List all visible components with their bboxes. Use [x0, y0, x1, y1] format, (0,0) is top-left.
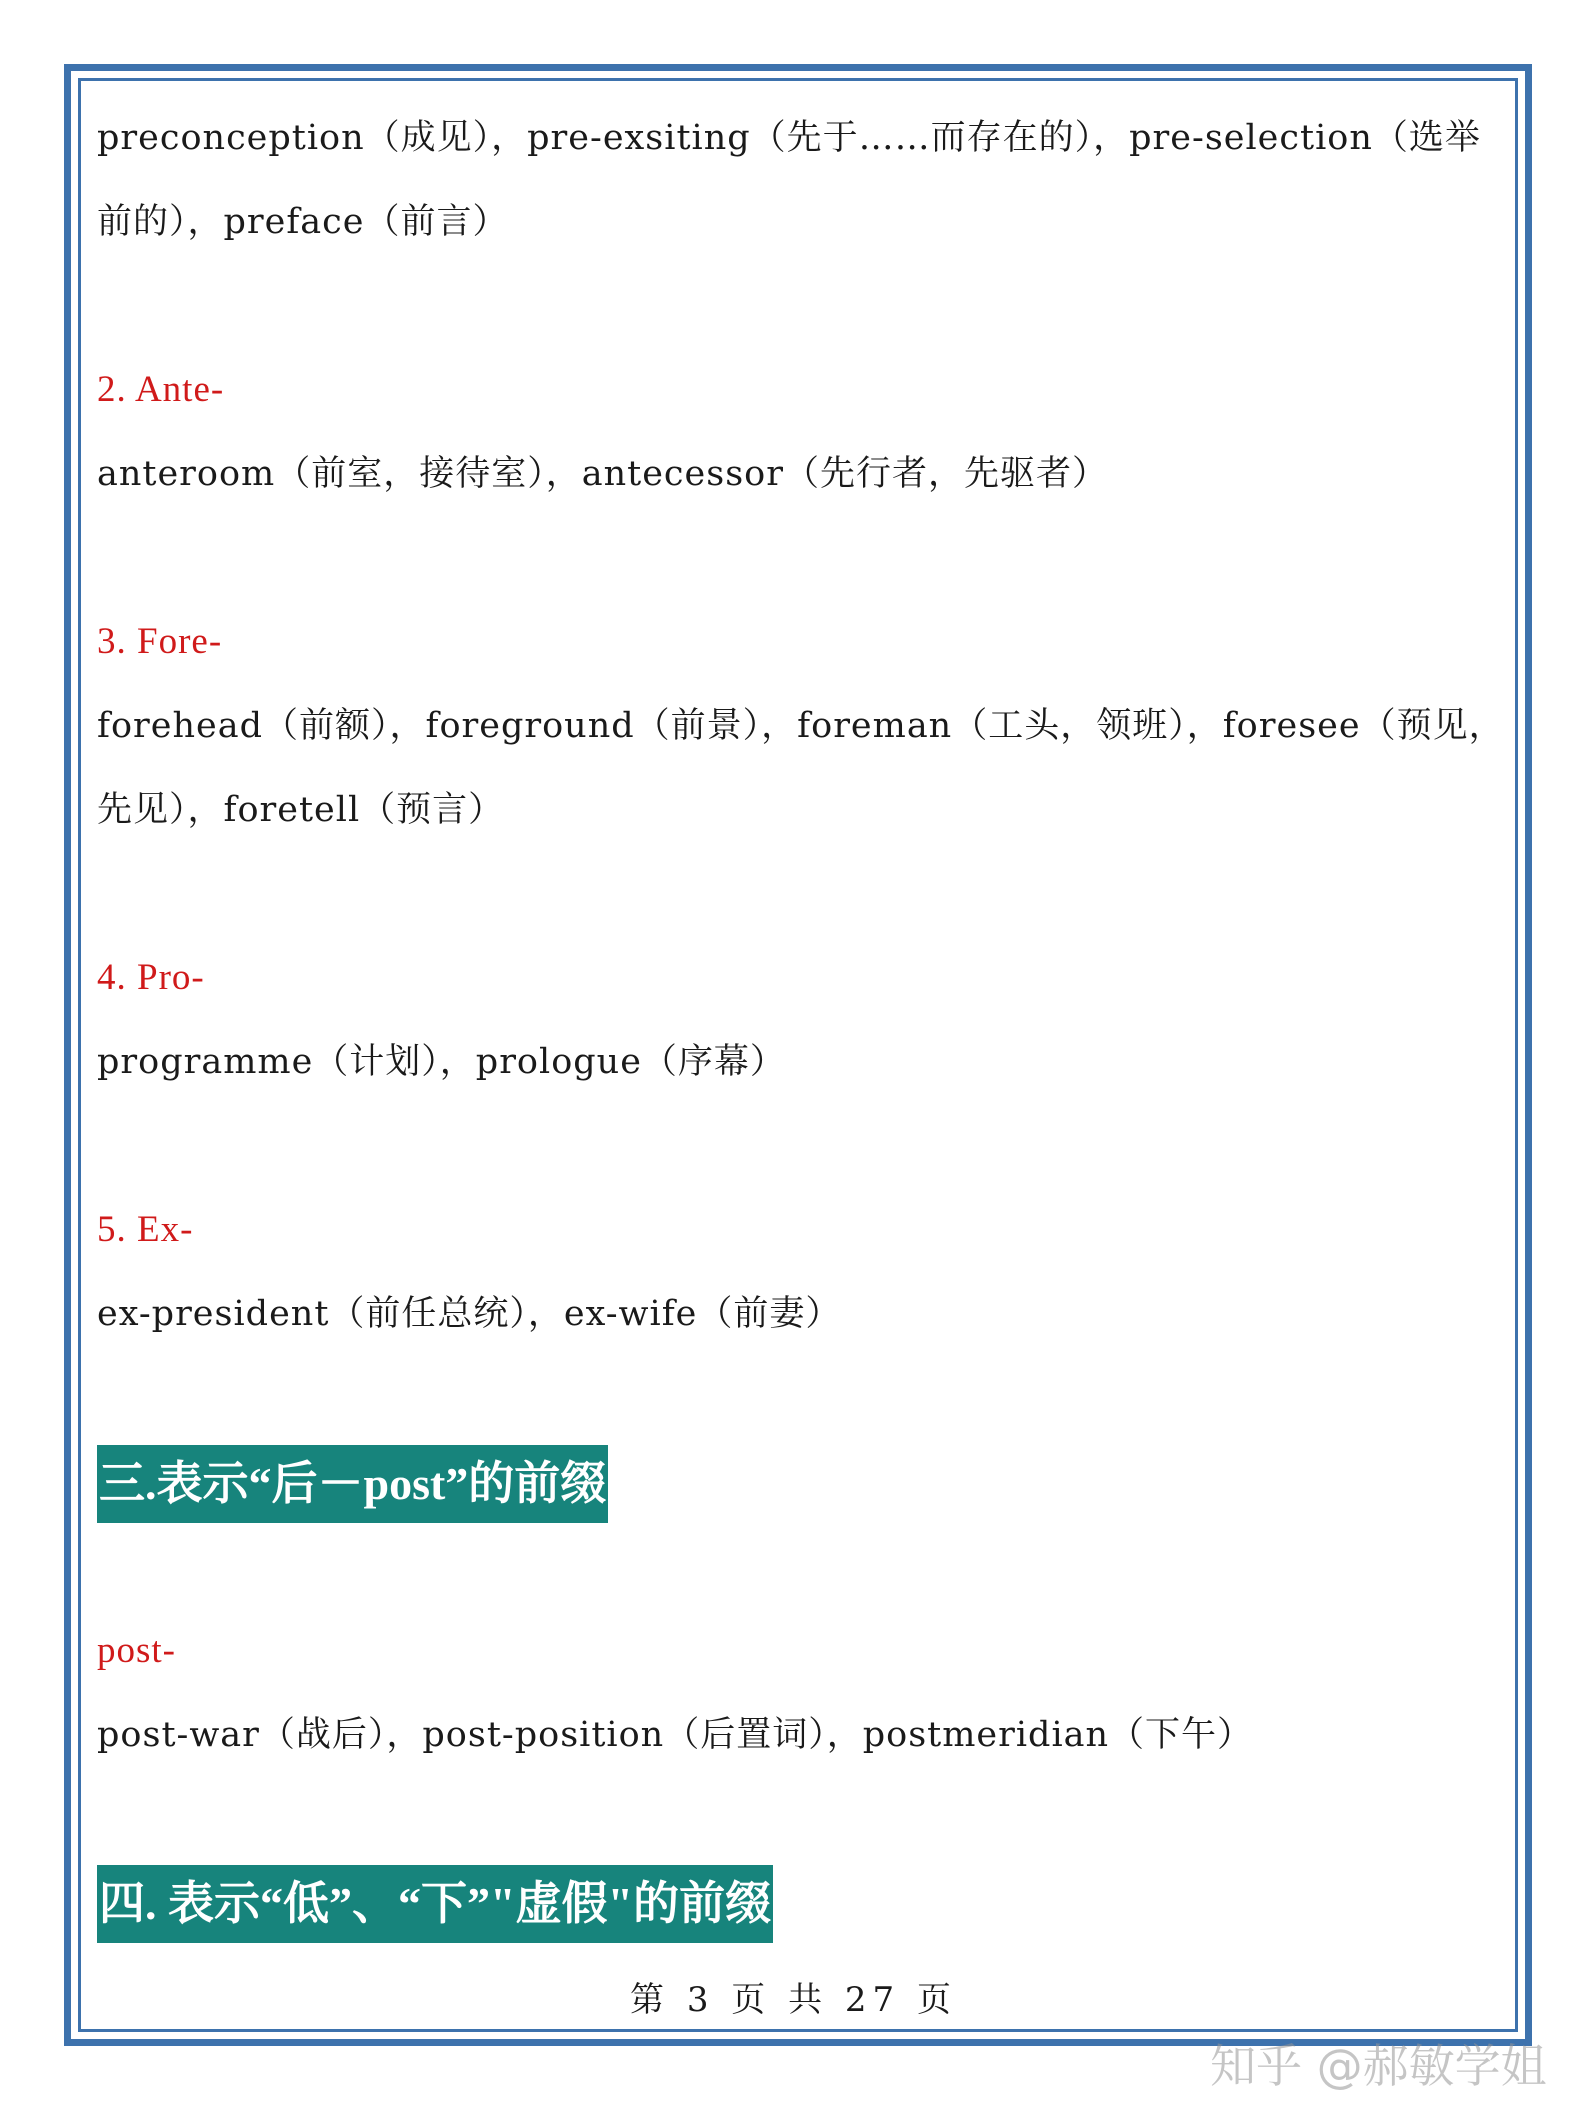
text-line: ex-president（前任总统），ex-wife（前妻）: [97, 1294, 842, 1334]
item-heading-ex: 5. Ex-: [97, 1209, 194, 1250]
text-line: anteroom（前室，接待室），antecessor（先行者，先驱者）: [97, 454, 1108, 494]
section-title-post: 三.表示“后－post”的前缀: [97, 1445, 608, 1523]
item-heading-post: post-: [97, 1630, 176, 1671]
item-heading-pro: 4. Pro-: [97, 957, 205, 998]
text-line: preconception（成见），pre-exsiting（先于……而存在的），pre-selection（选举: [97, 118, 1481, 158]
text-line: forehead（前额），foreground（前景），foreman（工头，领班），foresee（预见，: [97, 706, 1505, 746]
text-line: programme（计划），prologue（序幕）: [97, 1042, 786, 1082]
item-heading-fore: 3. Fore-: [97, 621, 223, 662]
watermark: 知乎 @郝敏学姐: [1210, 2039, 1547, 2093]
section-title-low: 四. 表示“低”、“下”"虚假"的前缀: [97, 1865, 773, 1943]
item-heading-ante: 2. Ante-: [97, 369, 225, 410]
page-number: 第 3 页 共 27 页: [630, 1980, 957, 2020]
text-line: 前的），preface（前言）: [97, 202, 509, 242]
text-line: post-war（战后），post-position（后置词），postmeridian（下午）: [97, 1715, 1254, 1755]
text-line: 先见），foretell（预言）: [97, 790, 505, 830]
